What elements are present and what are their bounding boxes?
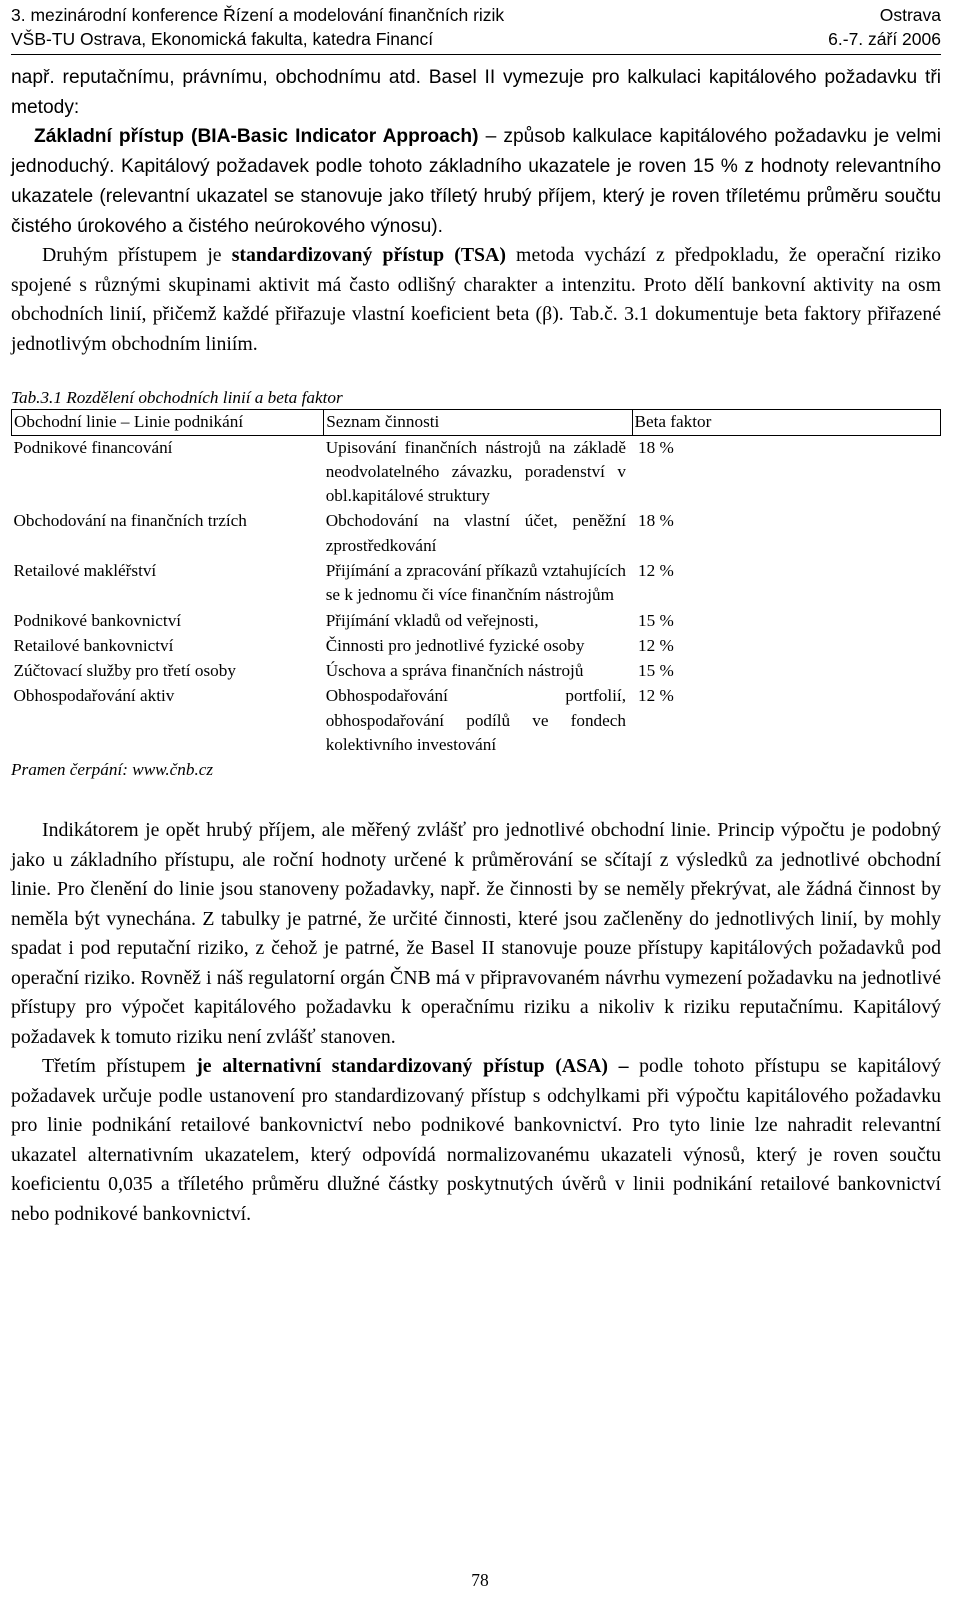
beta-cell: 12 % bbox=[638, 635, 674, 655]
activities-cell: Činnosti pro jednotlivé fyzické osoby bbox=[325, 635, 585, 655]
table-row bbox=[12, 609, 941, 634]
activities-cell: Úschova a správa finančních nástrojů bbox=[325, 661, 584, 681]
beta-cell: 12 % bbox=[638, 686, 674, 706]
business-line-cell: Retailové makléřství bbox=[13, 561, 157, 580]
conference-city: Ostrava bbox=[879, 5, 941, 25]
table-row bbox=[12, 684, 941, 758]
asa-paragraph bbox=[11, 1052, 941, 1229]
asa-heading: je alternativní standardizovaný přístup (ASA) – bbox=[196, 1055, 629, 1078]
business-line-cell: Zúčtovací služby pro třetí osoby bbox=[13, 661, 236, 681]
table-row bbox=[12, 659, 941, 684]
tsa-section bbox=[11, 241, 941, 359]
tsa-lead: Druhým přístupem je bbox=[42, 244, 232, 267]
header-divider bbox=[11, 54, 941, 55]
bia-heading: Základní přístup (BIA-Basic Indicator Approach) bbox=[34, 126, 479, 148]
table-caption: Tab.3.1 Rozdělení obchodních linií a beta faktor bbox=[11, 388, 343, 408]
tsa-heading: standardizovaný přístup (TSA) bbox=[231, 244, 506, 267]
business-lines-table bbox=[11, 409, 941, 758]
page-number: 78 bbox=[471, 1570, 489, 1590]
beta-cell: 18 % bbox=[638, 511, 674, 531]
page-header bbox=[11, 0, 941, 55]
intro-paragraph: např. reputačnímu, právnímu, obchodnímu atd. Basel II vymezuje pro kalkulaci kapitálového požadavku tři metody: bbox=[11, 67, 941, 118]
activities-cell: Obhospodařování portfolií, obhospodařování podílů ve fondech kolektivního investování bbox=[325, 686, 626, 755]
table-header-row bbox=[12, 410, 941, 435]
document-page bbox=[11, 0, 941, 1229]
table-row bbox=[12, 634, 941, 659]
intro-section bbox=[11, 63, 941, 241]
business-line-cell: Obchodování na finančních trzích bbox=[13, 511, 247, 531]
beta-cell: 15 % bbox=[638, 661, 674, 681]
header-activities: Seznam činnosti bbox=[324, 410, 632, 435]
tsa-paragraph bbox=[11, 241, 941, 359]
tsa-text: metoda vychází z předpokladu, že operační riziko spojené s různými skupinami aktivit má často odlišný charakter a intenzitu. Proto dělí bankovní aktivity na osm obchodních linií, přičemž každé přiřazuje vlastní koeficient beta (β). Tab.č. 3.1 dokumentuje beta faktory přiřazené jednotlivým obchodním liniím. bbox=[11, 244, 941, 355]
beta-cell: 15 % bbox=[638, 610, 674, 630]
conference-title: 3. mezinárodní konference Řízení a modelování finančních rizik bbox=[11, 5, 505, 25]
header-beta-factor: Beta faktor bbox=[632, 410, 941, 435]
business-line-cell: Retailové bankovnictví bbox=[13, 635, 174, 655]
table-row bbox=[12, 435, 941, 509]
activities-cell: Upisování finančních nástrojů na základě neodvolatelného závazku, poradenství v obl.kapitálové struktury bbox=[325, 437, 626, 506]
indicator-paragraph: Indikátorem je opět hrubý příjem, ale měřený zvlášť pro jednotlivé obchodní linie. Princip výpočtu je podobný jako u základního přístupu, ale roční hodnoty určené k průměrování se sčítají z výsledků za jednotlivé obchodní linie. Pro členění do linie jsou stanoveny požadavky, např. že činnosti by se neměly překrývat, ale žádná činnost by neměla být vynechána. Z tabulky je patrné, že určité činnosti, které jsou začleněny do jednotlivých linií, by mohly spadat i pod reputační riziko, z čehož je patrné, že Basel II stanovuje pouze přístupy kapitálových požadavků pod operační riziko. Rovněž i náš regulatorní orgán ČNB má v připravovaném návrhu vymezení požadavku na jednotlivé přístupy pro výpočet kapitálového požadavku k operačnímu riziku a nikoliv k riziku reputačnímu. Kapitálový požadavek k tomuto riziku není zvlášť stanoven. bbox=[11, 819, 941, 1048]
conference-organizer: VŠB-TU Ostrava, Ekonomická fakulta, katedra Financí bbox=[11, 29, 434, 49]
table-source: Pramen čerpání: www.čnb.cz bbox=[11, 760, 214, 780]
bia-text: – způsob kalkulace kapitálového požadavku je velmi jednoduchý. Kapitálový požadavek podle tohoto základního ukazatele je roven 15 % z hodnoty relevantního ukazatele (relevantní ukazatel se stanovuje jako tříletý hrubý příjem, který je roven tříletému průměru součtu čistého úrokového a čistého neúrokového výnosu). bbox=[11, 126, 941, 237]
business-line-cell: Podnikové financování bbox=[13, 437, 173, 457]
business-line-cell: Obhospodařování aktiv bbox=[13, 686, 175, 706]
table-row bbox=[12, 509, 941, 559]
beta-cell: 18 % bbox=[638, 437, 674, 457]
header-business-line: Obchodní linie – Linie podnikání bbox=[12, 410, 324, 435]
bia-paragraph bbox=[11, 122, 941, 241]
main-text bbox=[11, 816, 941, 1229]
asa-text: podle tohoto přístupu se kapitálový požadavek určuje podle ustanovení pro standardizovaný přístup s odchylkami při výpočtu kapitálového požadavku pro linie podnikání retailové bankovnictví nebo podnikové bankovnictví. Pro tyto linie lze nahradit relevantní ukazatel alternativním ukazatelem, který odpovídá normalizovanému ukazateli výnosů, který je roven součtu koeficientu 0,035 a tříletého průměru dlužné částky poskytnutých úvěrů v linii podnikání retailové bankovnictví nebo podnikové bankovnictví. bbox=[11, 1055, 942, 1225]
activities-cell: Přijímání a zpracování příkazů vztahujících se k jednomu či více finančním nástrojům bbox=[325, 561, 626, 605]
table-row bbox=[12, 559, 941, 609]
conference-date: 6.-7. září 2006 bbox=[828, 29, 941, 49]
activities-cell: Obchodování na vlastní účet, peněžní zprostředkování bbox=[325, 511, 626, 555]
beta-cell: 12 % bbox=[638, 561, 674, 580]
business-line-cell: Podnikové bankovnictví bbox=[13, 610, 182, 630]
activities-cell: Přijímání vkladů od veřejnosti, bbox=[325, 610, 539, 630]
asa-lead: Třetím přístupem bbox=[42, 1055, 197, 1078]
